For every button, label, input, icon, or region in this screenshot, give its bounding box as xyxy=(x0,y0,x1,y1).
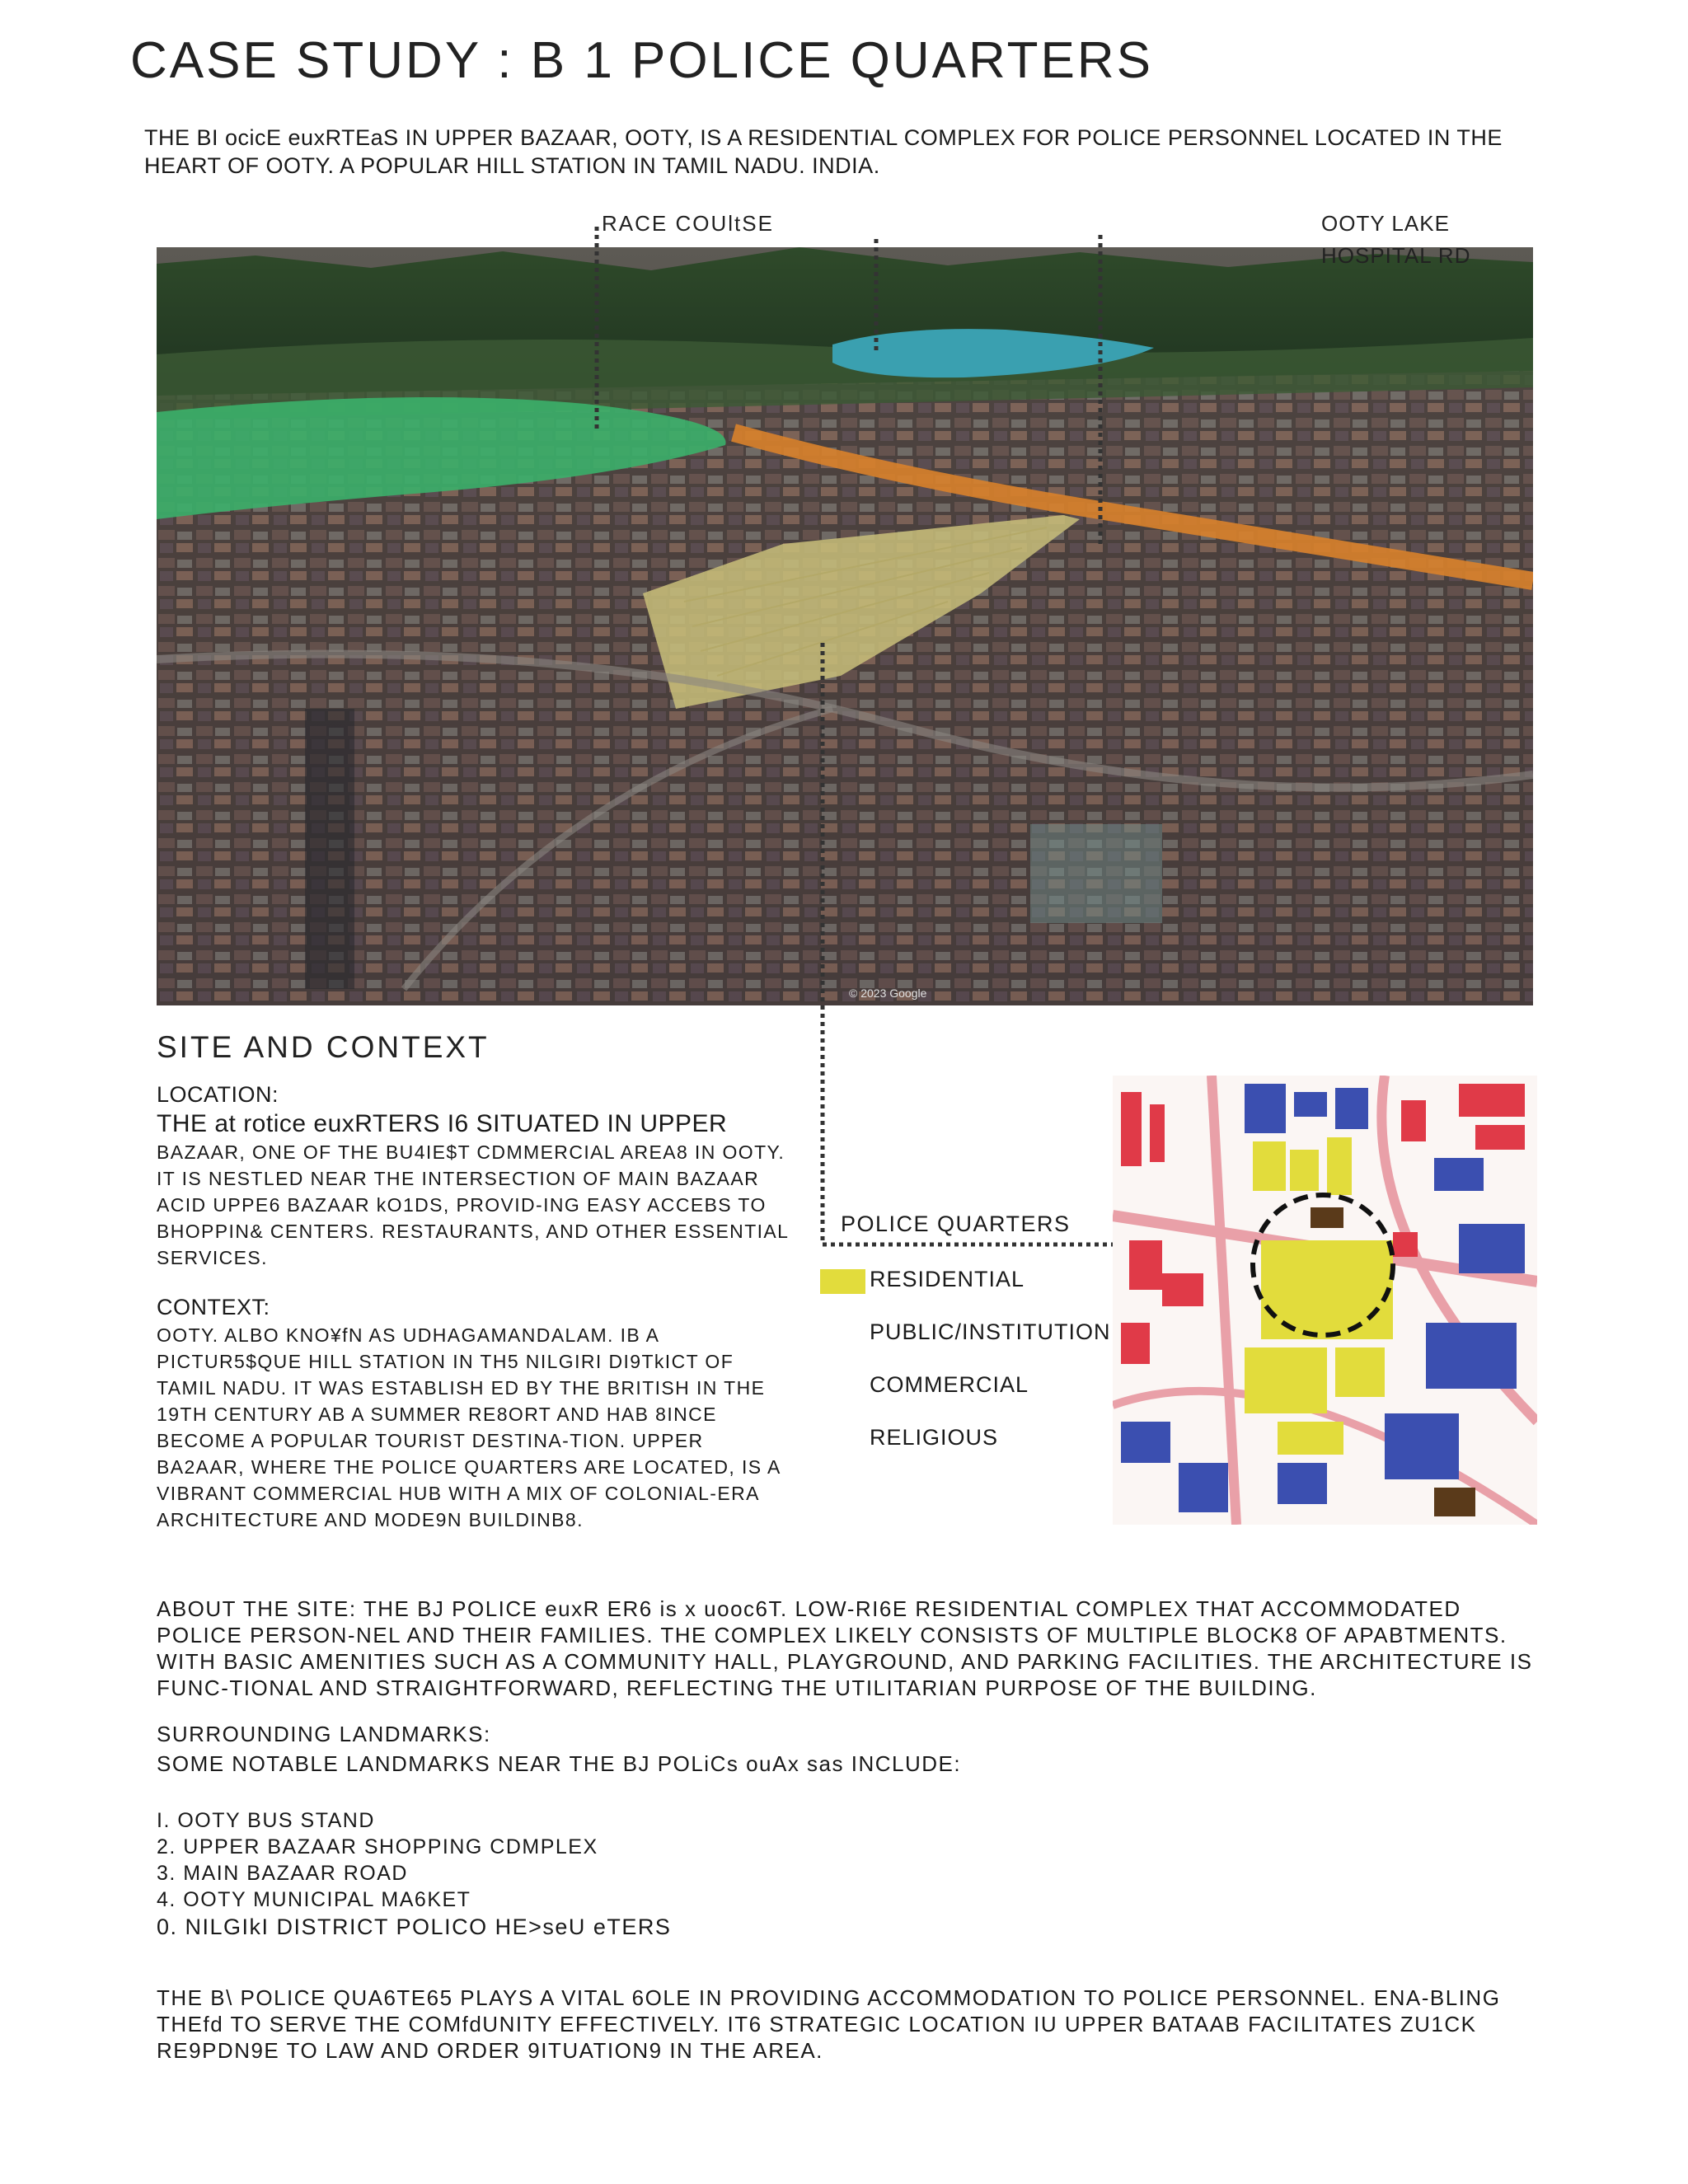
landmark-item-3: 3. MAIN BAZAAR ROAD xyxy=(157,1862,408,1885)
intro-paragraph: THE BI ocicE euxRTEaS IN UPPER BAZAAR, OOTY, IS A RESIDENTIAL COMPLEX FOR POLICE PERSONNEL LOCATED IN THE HEART OF OOTY. A POPULAR HILL STATION IN TAMIL NADU. INDIA. xyxy=(144,125,1503,178)
landmark-item-5: 0. NILGIkI DISTRICT POLICO HE>seU eTERS xyxy=(157,1915,672,1939)
callout-race-course: RACE COUltSE xyxy=(602,211,774,236)
location-lead: THE at rotice euxRTERS I6 SITUATED IN UPPER xyxy=(157,1110,728,1137)
page-title: CASE STUDY : B 1 POLICE QUARTERS xyxy=(130,32,1154,89)
location-block xyxy=(157,1080,791,1271)
location-label: LOCATION: xyxy=(157,1082,279,1107)
legend-title: POLICE QUARTERS xyxy=(841,1212,1071,1236)
land-use-map-graphic xyxy=(1113,1076,1537,1525)
conclusion-paragraph: THE B\ POLICE QUA6TE65 PLAYS A VITAL 6OLE IN PROVIDING ACCOMMODATION TO POLICE PERSONNEL. ENA-BLING THEfd TO SERVE THE COMfdUNITY EFFECTIVELY. IT6 STRATEGIC LOCATION IU UPPER BATAAB FACILITATES ZU1CK RE9PDN9E TO LAW AND ORDER 9ITUATION9 IN THE AREA. xyxy=(157,1985,1501,2063)
about-paragraph: ABOUT THE SITE: THE BJ POLICE euxR ER6 is x uooc6T. LOW-RI6E RESIDENTIAL COMPLEX THAT ACCOMMODATED POLICE PERSON-NEL AND THEIR FAMILIES. THE COMPLEX LIKELY CONSISTS OF MULTIPLE BLOCK8 OF APABTMENTS. WITH BASIC AMENITIES SUCH AS A COMMUNITY HALL, PLAYGROUND, AND PARKING FACILITIES. THE ARCHITECTURE IS FUNC-TIONAL AND STRAIGHTFORWARD, REFLECTING THE UTILITARIAN PURPOSE OF THE BUILDING. xyxy=(157,1596,1533,1700)
legend-swatch-residential xyxy=(820,1269,865,1294)
map-watermark: © 2023 Google xyxy=(849,987,927,1000)
context-block xyxy=(157,1292,791,1533)
callout-hospital-rd: HOSPITAL RD xyxy=(1321,243,1471,268)
context-text: OOTY. ALBO KNO¥fN AS UDHAGAMANDALAM. IB A PICTUR5$QUE HILL STATION IN TH5 NILGIRI DI9TkICT OF TAMIL NADU. IT WAS ESTABLISH ED BY THE BRITISH IN THE 19TH CENTURY AB A SUMMER RE8ORT AND HAB 8INCE BECOME A POPULAR TOURIST DESTINA-TION. UPPER BA2AAR, WHERE THE POLICE QUARTERS ARE LOCATED, IS A VIBRANT COMMERCIAL HUB WITH A MIX OF COLONIAL-ERA ARCHITECTURE AND MODE9N BUILDINB8. xyxy=(157,1324,781,1530)
landmarks-intro: SOME NOTABLE LANDMARKS NEAR THE BJ POLiCs ouAx sas INCLUDE: xyxy=(157,1751,962,1776)
land-use-map xyxy=(1113,1076,1537,1525)
location-text: BAZAAR, ONE OF THE BU4IE$T CDMMERCIAL AREA8 IN OOTY. IT IS NESTLED NEAR THE INTERSECTION OF MAIN BAZAAR ACID UPPE6 BAZAAR kO1DS, PROVID-ING EASY ACCEBS TO BHOPPIN& CENTERS. RESTAURANTS, AND OTHER ESSENTIAL SERVICES. xyxy=(157,1141,789,1268)
legend-item-public: PUBLIC/INSTITUTION xyxy=(870,1319,1111,1344)
section-heading-site-context: SITE AND CONTEXT xyxy=(157,1030,490,1064)
legend-item-commercial: COMMERCIAL xyxy=(870,1372,1029,1397)
callout-ooty-lake: OOTY LAKE xyxy=(1321,211,1450,236)
landmark-item-4: 4. OOTY MUNICIPAL MA6KET xyxy=(157,1888,471,1911)
context-label: CONTEXT: xyxy=(157,1295,270,1319)
landmarks-label: SURROUNDING LANDMARKS: xyxy=(157,1722,491,1746)
legend-item-residential: RESIDENTIAL xyxy=(870,1267,1025,1291)
legend-item-religious: RELIGIOUS xyxy=(870,1425,999,1450)
landmark-item-1: I. OOTY BUS STAND xyxy=(157,1809,375,1832)
landmark-item-2: 2. UPPER BAZAAR SHOPPING CDMPLEX xyxy=(157,1835,598,1858)
